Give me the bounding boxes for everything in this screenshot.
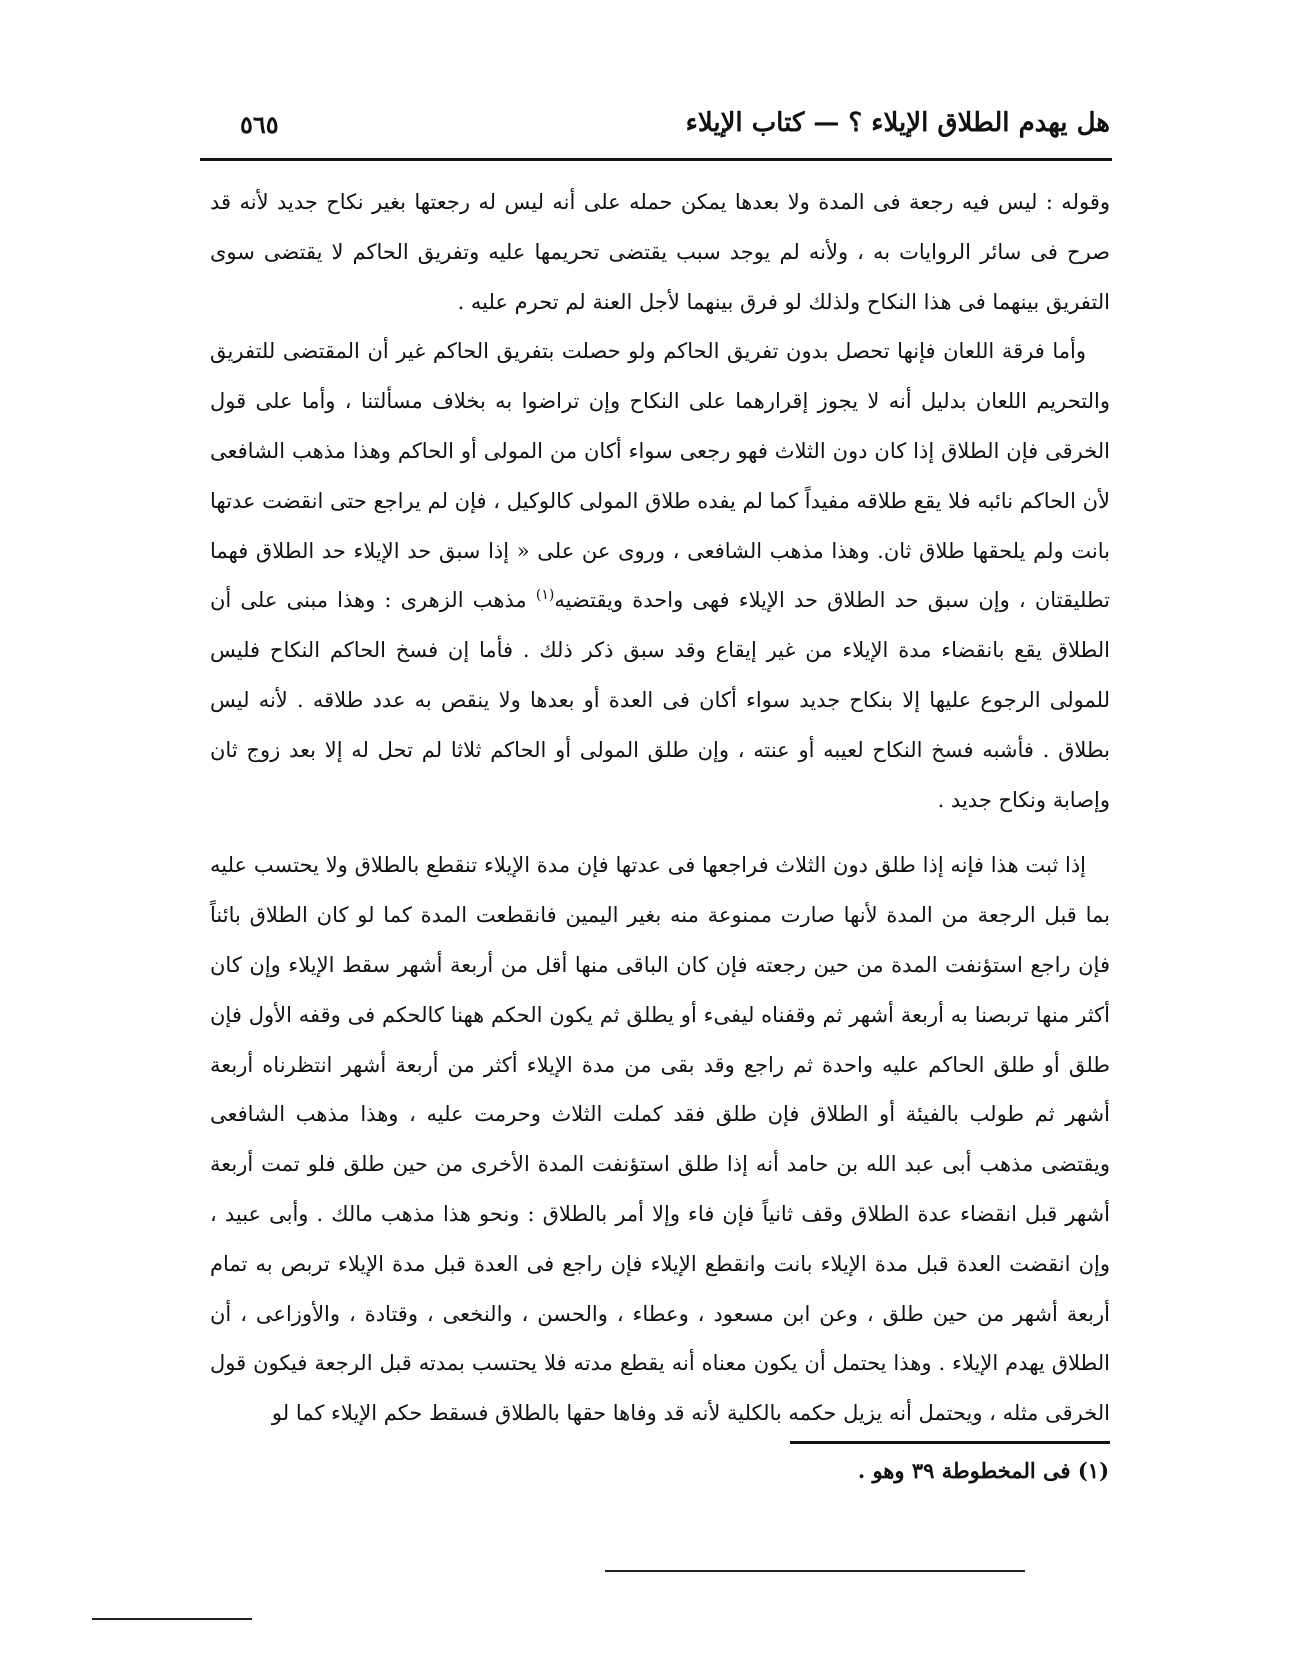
running-title: هل يهدم الطلاق الإيلاء ؟ — كتاب الإيلاء [685, 108, 1110, 138]
bottom-rule [605, 1570, 1025, 1572]
paragraph-3: إذا ثبت هذا فإنه إذا طلق دون الثلاث فراجعها فى عدتها فإن مدة الإيلاء تنقطع بالطلاق ولا يحتسب عليه بما قبل الرجعة من المدة لأنها صارت ممنوعة منه بغير اليمين فانقطعت المدة كما لو كان الطلاق بائناً فإن راجع استؤنفت المدة من حين رجعته فإن كان الباقى منها أقل من أربعة أشهر سقط الإيلاء وإن كان أكثر منها تربصنا به أربعة أشهر ثم وقفناه ليفىء أو يطلق ثم يكون الحكم ههنا كالحكم فى وقفه الأول فإن طلق أو طلق الحاكم عليه واحدة ثم راجع وقد بقى من مدة الإيلاء أكثر من أربعة أشهر انتظرناه أربعة أشهر ثم طولب بالفيئة أو الطلاق فإن طلق فقد كملت الثلاث وحرمت عليه ، وهذا مذهب الشافعى ويقتضى مذهب أبى عبد الله بن حامد أنه إذا طلق استؤنفت المدة الأخرى من حين طلق فلو تمت أربعة أشهر قبل انقضاء عدة الطلاق وقف ثانياً فإن فاء وإلا أمر بالطلاق : ونحو هذا مذهب مالك . وأبى عبيد ، وإن انقضت العدة قبل مدة الإيلاء بانت وانقطع الإيلاء فإن راجع فى العدة قبل مدة الإيلاء تربص به تمام أربعة أشهر من حين طلق ، وعن ابن مسعود ، وعطاء ، والحسن ، والنخعى ، وقتادة ، والأوزاعى ، أن الطلاق يهدم الإيلاء . وهذا يحتمل أن يكون معناه أنه يقطع مدته فلا يحتسب بمدته قبل الرجعة فيكون قول الخرقى مثله ، ويحتمل أنه يزيل حكمه بالكلية لأنه قد وفاها حقها بالطلاق فسقط حكم الإيلاء كما لو [210, 853, 1110, 1426]
paragraph-2-text: وأما فرقة اللعان فإنها تحصل بدون تفريق الحاكم ولو حصلت بتفريق الحاكم غير أن المقتضى للتفريق والتحريم اللعان بدليل أنه لا يجوز إقرارهما على النكاح وإن تراضوا به بخلاف مسألتنا ، وأما على قول الخرقى فإن الطلاق إذا كان دون الثلاث فهو رجعى سواء أكان من المولى أو الحاكم وهذا مذهب الشافعى لأن الحاكم نائبه فلا يقع طلاقه مفيداً كما لم يفده طلاق المولى كالوكيل ، فإن لم يراجع حتى انقضت عدتها بانت ولم يلحقها طلاق ثان. وهذا مذهب الشافعى ، وروى عن على « إذا سبق حد الإيلاء حد الطلاق فهما تطليقتان ، وإن سبق حد الطلاق حد الإيلاء فهى واحدة ويقتضيه [210, 339, 1110, 613]
footnote-rule [790, 1441, 1110, 1444]
main-text [210, 178, 1110, 1439]
paragraph-2 [210, 327, 1110, 825]
footnote-marker: (١) [535, 587, 555, 604]
page-number: ٥٦٥ [240, 110, 279, 139]
footnote: (١) فى المخطوطة ٣٩ وهو . [857, 1458, 1109, 1483]
header-rule [200, 158, 1112, 161]
paragraph-1: وقوله : ليس فيه رجعة فى المدة ولا بعدها يمكن حمله على أنه ليس له رجعتها بغير نكاح جديد لأنه قد صرح فى سائر الروايات به ، ولأنه لم يوجد سبب يقتضى تحريمها عليه وتفريق الحاكم لا يقتضى سوى التفريق بينهما فى هذا النكاح ولذلك لو فرق بينهما لأجل العنة لم تحرم عليه . [210, 190, 1110, 314]
bottom-left-rule [92, 1618, 252, 1620]
paragraph-2-continuation: مذهب الزهرى : وهذا مبنى على أن الطلاق يقع بانقضاء مدة الإيلاء من غير إيقاع وقد سبق ذكر ذلك . فأما إن فسخ الحاكم النكاح فليس للمولى الرجوع عليها إلا بنكاح جديد سواء أكان فى العدة أو بعدها ولا ينقص به عدد طلاقه . لأنه ليس بطلاق . فأشبه فسخ النكاح لعيبه أو عنته ، وإن طلق المولى أو الحاكم ثلاثا لم تحل له إلا بعد زوج ثان وإصابة ونكاح جديد . [210, 588, 1110, 812]
page-header [200, 104, 1110, 152]
